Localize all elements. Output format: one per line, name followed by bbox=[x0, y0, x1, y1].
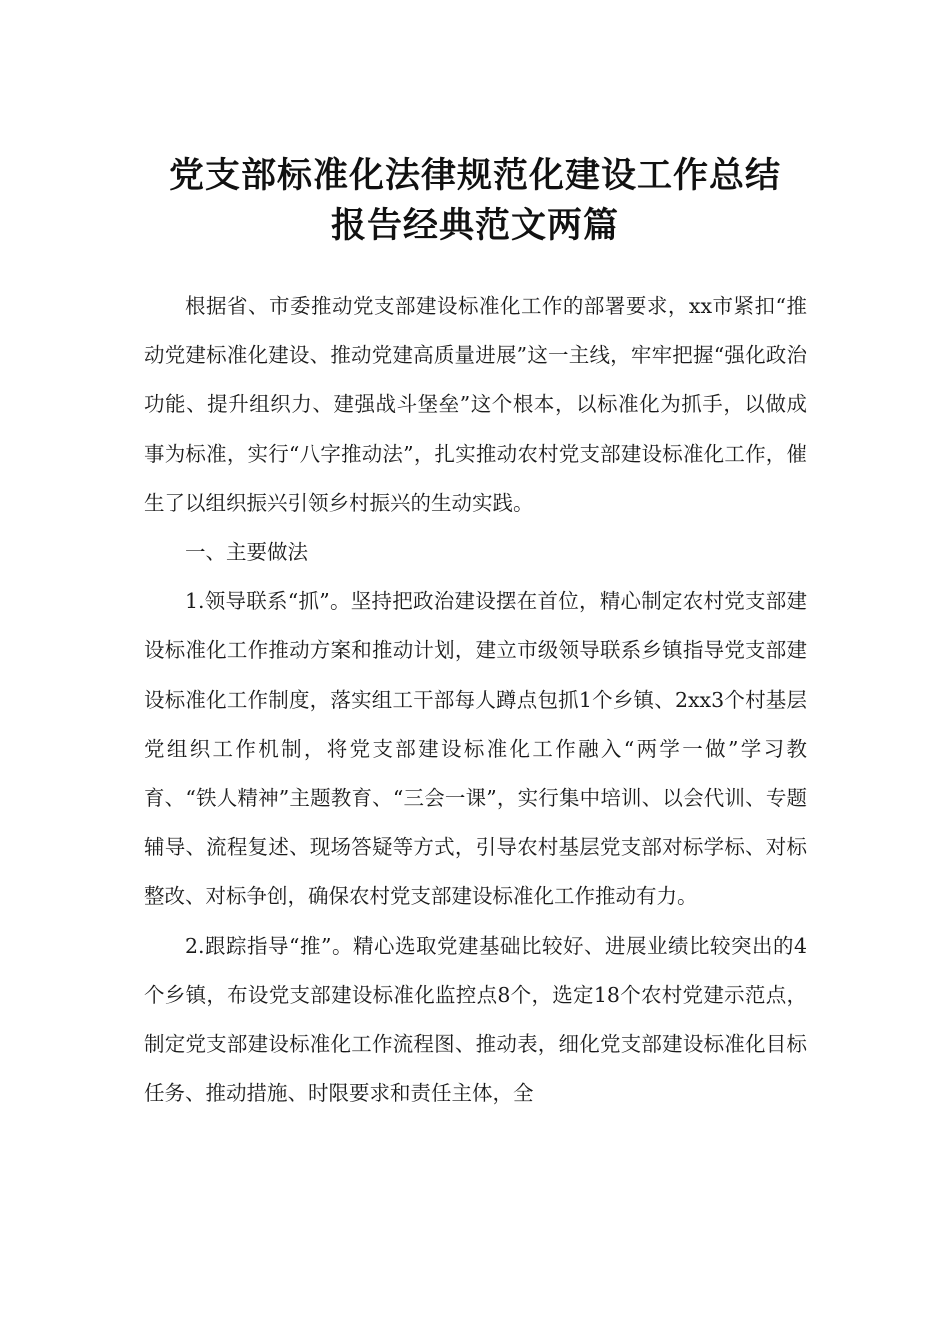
paragraph-item-2: 2.跟踪指导“推”。精心选取党建基础比较好、进展业绩比较突出的4个乡镇，布设党支部建设标准化监控点8个，选定18个农村党建示范点，制定党支部建设标准化工作流程图、推动表，细化党支部建设标准化目标任务、推动措施、时限要求和责任主体，全 bbox=[144, 933, 807, 1106]
document-body bbox=[144, 282, 807, 1118]
document-title bbox=[130, 151, 820, 251]
title-line-1: 党支部标准化法律规范化建设工作总结 bbox=[168, 156, 781, 197]
paragraph-item-1: 1.领导联系“抓”。坚持把政治建设摆在首位，精心制定农村党支部建设标准化工作推动方案和推动计划，建立市级领导联系乡镇指导党支部建设标准化工作制度，落实组工干部每人蹲点包抓1个乡镇、2xx3个村基层党组织工作机制，将党支部建设标准化工作融入“两学一做”学习教育、“铁人精神”主题教育、“三会一课”，实行集中培训、以会代训、专题辅导、流程复述、现场答疑等方式，引导农村基层党支部对标学标、对标整改、对标争创，确保农村党支部建设标准化工作推动有力。 bbox=[144, 589, 807, 909]
title-line-2: 报告经典范文两篇 bbox=[330, 206, 619, 247]
section-heading: 一、主要做法 bbox=[185, 540, 308, 565]
intro-paragraph: 根据省、市委推动党支部建设标准化工作的部署要求，xx市紧扣“推动党建标准化建设、推动党建高质量进展”这一主线，牢牢把握“强化政治功能、提升组织力、建强战斗堡垒”这个根本，以标准化为抓手，以做成事为标准，实行“八字推动法”，扎实推动农村党支部建设标准化工作，催生了以组织振兴引领乡村振兴的生动实践。 bbox=[144, 294, 807, 515]
